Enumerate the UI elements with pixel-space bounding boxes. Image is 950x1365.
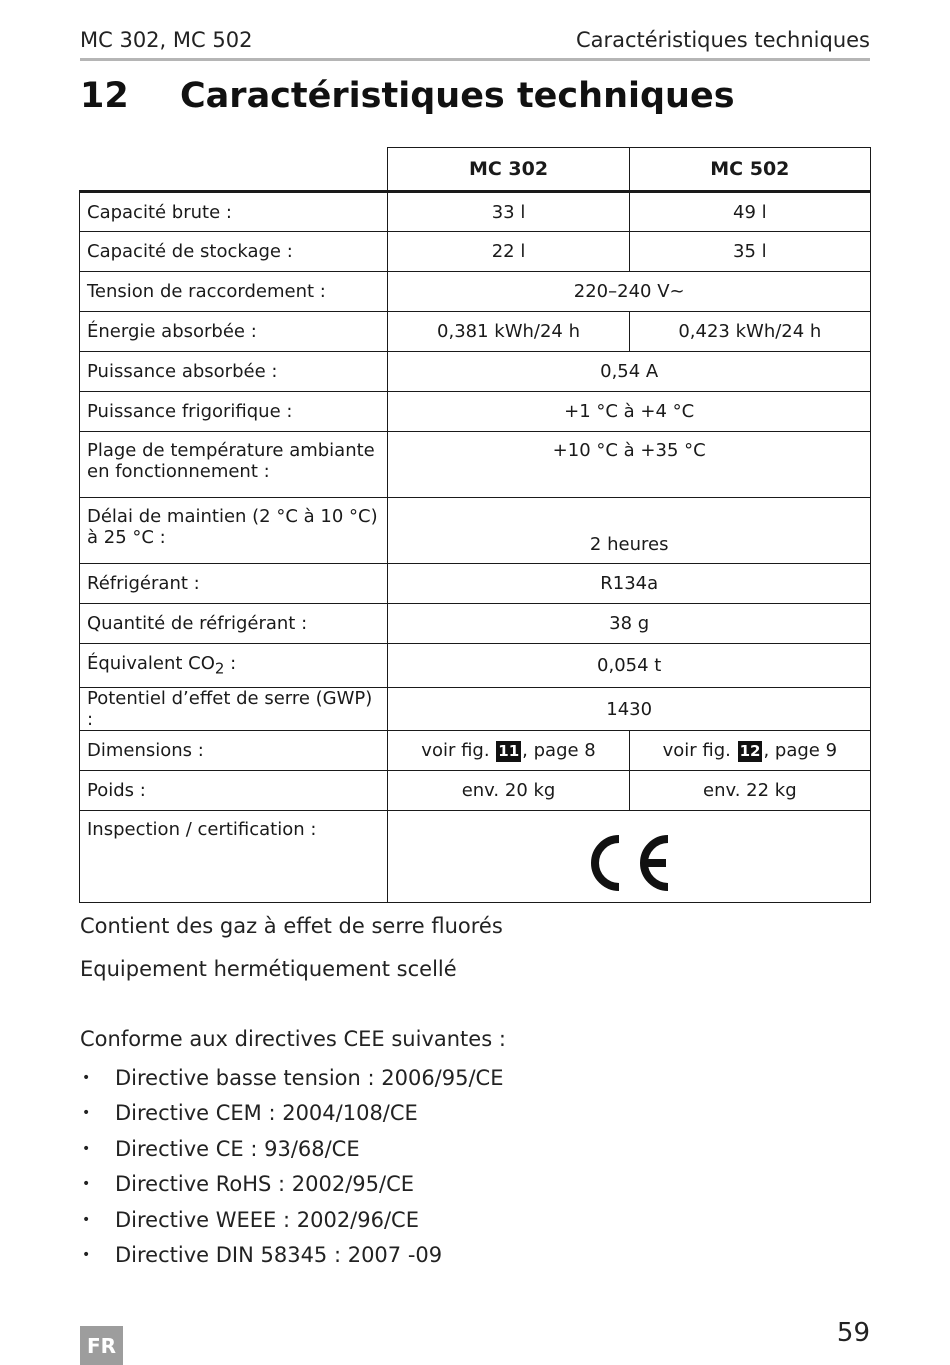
page-number: 59 bbox=[836, 1318, 870, 1348]
row-label: Dimensions : bbox=[80, 731, 388, 771]
list-item bbox=[80, 1202, 503, 1238]
co2-subscript: 2 bbox=[214, 659, 225, 678]
dimension-ref-text: voir fig. bbox=[421, 739, 496, 761]
cell-mc502: 35 l bbox=[629, 232, 870, 272]
cell-mc302: 22 l bbox=[388, 232, 629, 272]
row-label: Poids : bbox=[80, 771, 388, 811]
table-row bbox=[80, 688, 871, 731]
table-row bbox=[80, 272, 871, 312]
figure-badge: 12 bbox=[739, 741, 761, 760]
co2-label-end: : bbox=[224, 653, 237, 675]
bullet-icon: • bbox=[82, 1069, 91, 1086]
directive-text: Directive basse tension : 2006/95/CE bbox=[115, 1065, 504, 1090]
column-header-mc302: MC 302 bbox=[388, 148, 629, 192]
cell-mc502: env. 22 kg bbox=[629, 771, 870, 811]
table-row bbox=[80, 771, 871, 811]
table-header-row bbox=[80, 148, 871, 192]
cell-mc302: 0,381 kWh/24 h bbox=[388, 312, 629, 352]
cell-shared bbox=[388, 811, 871, 903]
language-tab: FR bbox=[80, 1326, 123, 1365]
cell-shared: +1 °C à +4 °C bbox=[388, 392, 871, 432]
row-label: Tension de raccordement : bbox=[80, 272, 388, 312]
header-blank-cell bbox=[80, 148, 388, 192]
cell-mc502 bbox=[629, 731, 870, 771]
cell-shared: 220–240 V~ bbox=[388, 272, 871, 312]
table-row bbox=[80, 232, 871, 272]
cell-shared: +10 °C à +35 °C bbox=[388, 432, 871, 498]
row-label: Délai de maintien (2 °C à 10 °C) à 25 °C : bbox=[80, 498, 388, 564]
table-row bbox=[80, 644, 871, 688]
list-item bbox=[80, 1096, 503, 1132]
directive-text: Directive CE : 93/68/CE bbox=[115, 1136, 360, 1161]
header-section: Caractéristiques techniques bbox=[575, 28, 870, 52]
specifications-table bbox=[79, 147, 871, 903]
cell-shared: 0,054 t bbox=[388, 644, 871, 688]
table-row bbox=[80, 192, 871, 232]
bullet-icon: • bbox=[82, 1247, 91, 1264]
cell-shared: 1430 bbox=[388, 688, 871, 731]
chapter-number: 12 bbox=[80, 76, 129, 116]
row-label: Plage de température ambiante en fonctionnement : bbox=[80, 432, 388, 498]
cell-shared: 38 g bbox=[388, 604, 871, 644]
table-row bbox=[80, 564, 871, 604]
cell-mc502: 49 l bbox=[629, 192, 870, 232]
chapter-title: Caractéristiques techniques bbox=[180, 76, 735, 116]
row-label: Capacité brute : bbox=[80, 192, 388, 232]
ce-mark-icon bbox=[586, 832, 672, 894]
row-label: Réfrigérant : bbox=[80, 564, 388, 604]
dimension-ref-page: , page 8 bbox=[522, 739, 596, 761]
cell-mc302: 33 l bbox=[388, 192, 629, 232]
directives-list bbox=[80, 1060, 503, 1273]
bullet-icon: • bbox=[82, 1211, 91, 1228]
row-label: Quantité de réfrigérant : bbox=[80, 604, 388, 644]
row-label: Inspection / certification : bbox=[80, 811, 388, 903]
bullet-icon: • bbox=[82, 1105, 91, 1122]
list-item bbox=[80, 1167, 503, 1203]
row-label: Énergie absorbée : bbox=[80, 312, 388, 352]
list-item bbox=[80, 1060, 503, 1096]
cell-shared: 2 heures bbox=[388, 498, 871, 564]
cell-mc502: 0,423 kWh/24 h bbox=[629, 312, 870, 352]
table-row bbox=[80, 731, 871, 771]
row-label bbox=[80, 644, 388, 688]
row-label: Puissance frigorifique : bbox=[80, 392, 388, 432]
row-label: Puissance absorbée : bbox=[80, 352, 388, 392]
row-label: Potentiel d’effet de serre (GWP) : bbox=[80, 688, 388, 731]
table-row bbox=[80, 392, 871, 432]
dimension-ref-text: voir fig. bbox=[662, 739, 737, 761]
directives-intro: Conforme aux directives CEE suivantes : bbox=[80, 1027, 506, 1051]
co2-label: Équivalent CO bbox=[87, 653, 215, 675]
row-label: Capacité de stockage : bbox=[80, 232, 388, 272]
bullet-icon: • bbox=[82, 1176, 91, 1193]
directive-text: Directive WEEE : 2002/96/CE bbox=[115, 1207, 419, 1232]
table-row bbox=[80, 312, 871, 352]
list-item bbox=[80, 1238, 503, 1274]
table-row bbox=[80, 604, 871, 644]
list-item bbox=[80, 1131, 503, 1167]
fluorinated-gas-note: Contient des gaz à effet de serre fluorés bbox=[80, 914, 503, 938]
cell-mc302 bbox=[388, 731, 629, 771]
directive-text: Directive RoHS : 2002/95/CE bbox=[115, 1172, 415, 1197]
bullet-icon: • bbox=[82, 1140, 91, 1157]
dimension-ref-page: , page 9 bbox=[763, 739, 838, 761]
figure-badge: 11 bbox=[498, 741, 520, 760]
cell-shared: 0,54 A bbox=[388, 352, 871, 392]
cell-shared: R134a bbox=[388, 564, 871, 604]
table-row bbox=[80, 432, 871, 498]
table-row bbox=[80, 811, 871, 903]
table-row bbox=[80, 352, 871, 392]
directive-text: Directive CEM : 2004/108/CE bbox=[115, 1101, 418, 1126]
chapter-heading bbox=[80, 76, 735, 116]
header-models: MC 302, MC 502 bbox=[80, 28, 253, 52]
cell-mc302: env. 20 kg bbox=[388, 771, 629, 811]
column-header-mc502: MC 502 bbox=[629, 148, 870, 192]
directive-text: Directive DIN 58345 : 2007 -09 bbox=[115, 1243, 443, 1268]
table-row bbox=[80, 498, 871, 564]
sealed-equipment-note: Equipement hermétiquement scellé bbox=[80, 957, 457, 981]
running-header bbox=[80, 28, 870, 61]
